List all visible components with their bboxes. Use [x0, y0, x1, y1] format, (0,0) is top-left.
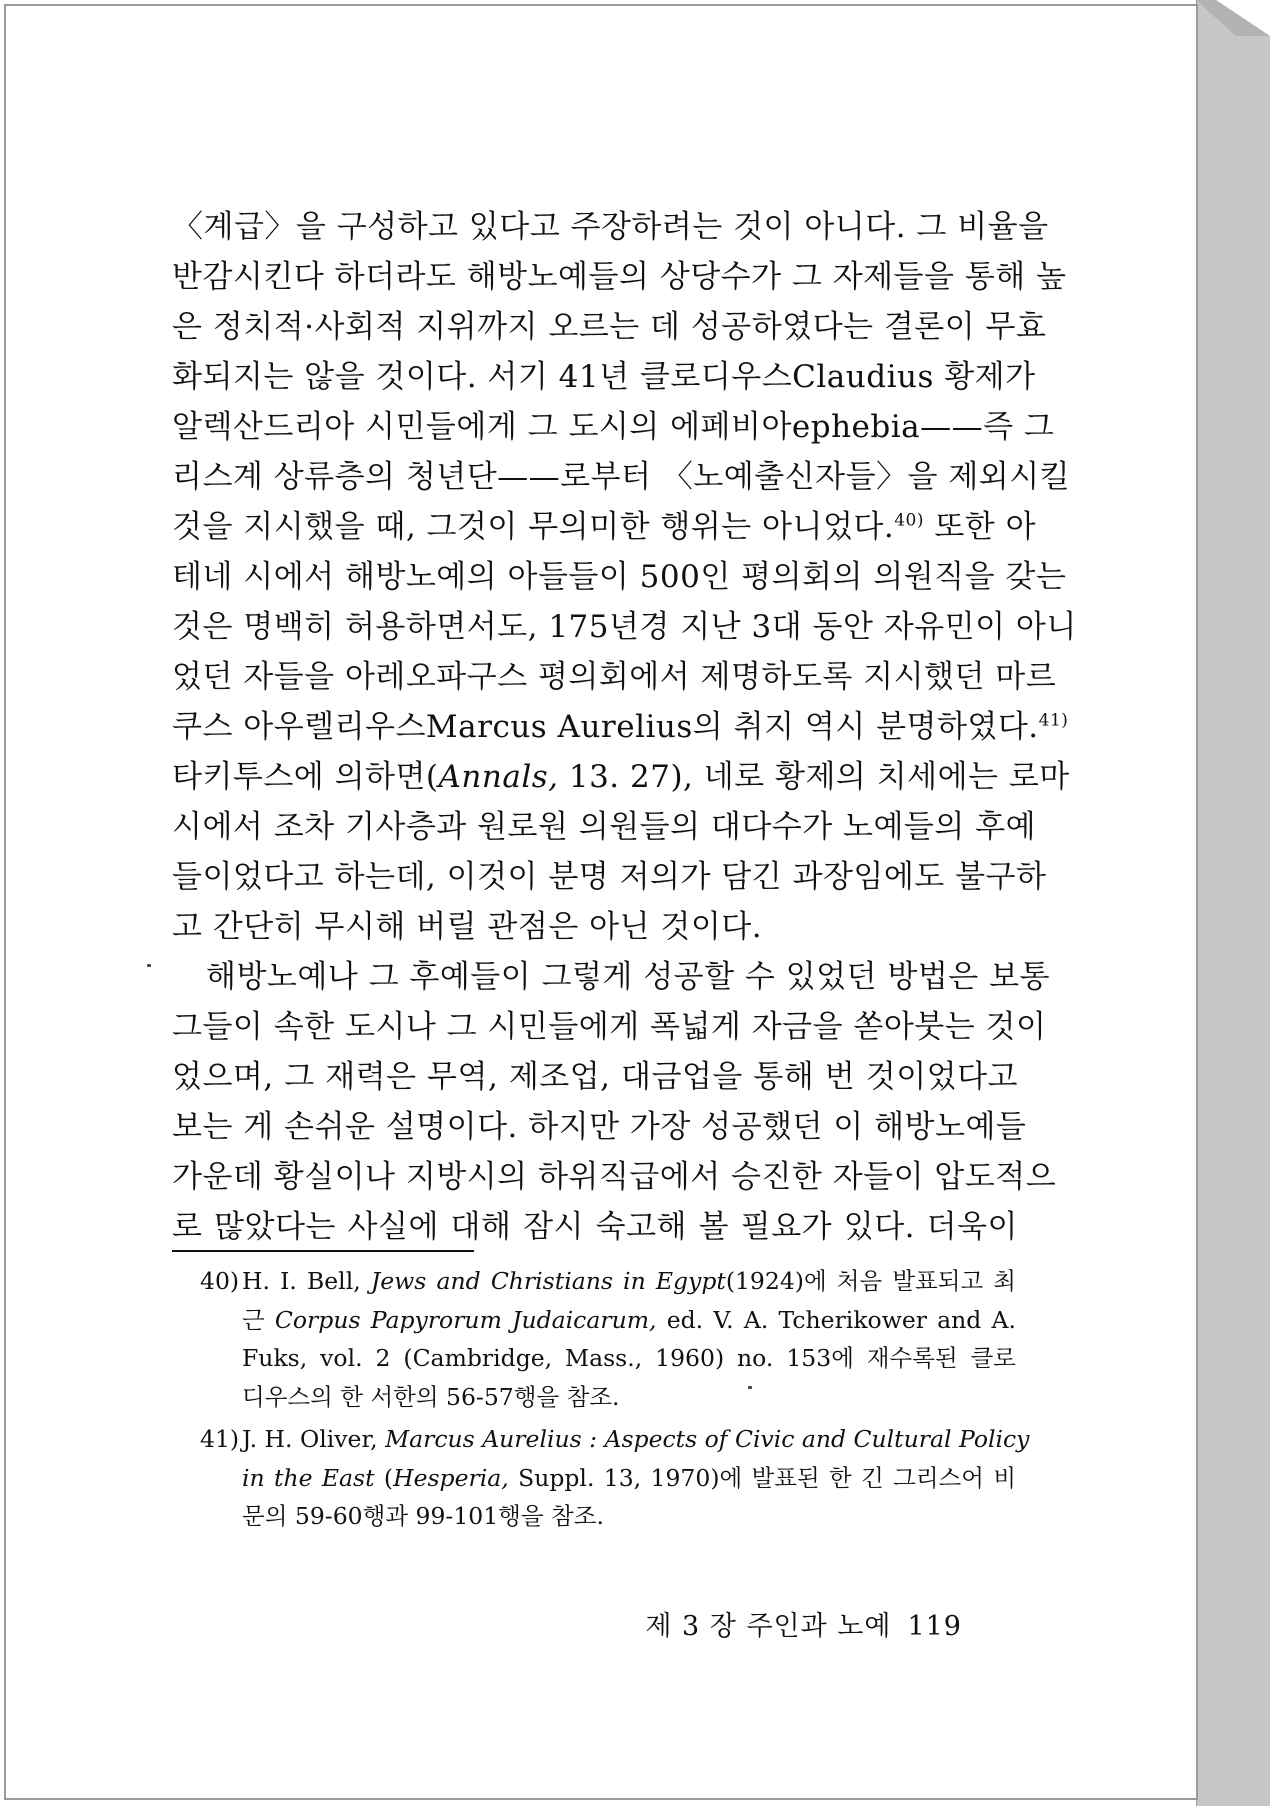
book-edge-shadow [1196, 0, 1270, 1806]
paragraph-start: 해방노예나 그 후예들이 그렇게 성공할 수 있었던 방법은 보통 [206, 959, 1050, 995]
text-line: 테네 시에서 해방노예의 아들들이 500인 평의회의 의원직을 갖는 [172, 559, 1067, 595]
page-footer [645, 1604, 962, 1643]
footnote-title: in the East [242, 1463, 375, 1492]
footnote-text: Suppl. 13, 1970)에 발표된 한 긴 그리스어 비 [508, 1463, 1017, 1492]
text-line: 반감시킨다 하더라도 해방노예들의 상당수가 그 자제들을 통해 높 [172, 259, 1067, 295]
footnote-author: H. I. Bell, [242, 1267, 361, 1295]
footnote-line [200, 1459, 1016, 1498]
footnote-text: 근 [242, 1305, 275, 1334]
footnotes [200, 1262, 1030, 1536]
footnote-line: 디우스의 한 서한의 56-57행을 참조. [242, 1382, 620, 1411]
footnote-ref-40: 40) [894, 510, 924, 531]
footnote-title: Corpus Papyrorum Judaicarum, [274, 1305, 657, 1334]
text-line: 시에서 조차 기사층과 원로원 의원들의 대다수가 노예들의 후예 [172, 809, 1037, 845]
footnote-title: Jews and Christians in Egypt [370, 1267, 726, 1295]
footnote-author: J. H. Oliver, [242, 1425, 378, 1453]
footnote-number: 41) [200, 1425, 240, 1453]
footnote-text: ( [374, 1463, 394, 1492]
text-line [172, 502, 1037, 552]
footnote-line: Fuks, vol. 2 (Cambridge, Mass., 1960) no. 153에 재수록된 클로 [242, 1344, 1016, 1372]
line-text: 타키투스에 의하면( [172, 759, 439, 795]
line-text: 또한 아 [923, 509, 1037, 545]
footnote-number: 40) [200, 1267, 240, 1295]
footnote-line: 문의 59-60행과 99-101행을 참조. [242, 1502, 604, 1530]
text-line: 로 많았다는 사실에 대해 잠시 숙고해 볼 필요가 있다. 더욱이 [172, 1209, 1018, 1245]
footnote-divider [172, 1250, 474, 1252]
scan-speck [147, 964, 151, 967]
text-line: 화되지는 않을 것이다. 서기 41년 클로디우스Claudius 황제가 [172, 359, 1036, 395]
text-line [172, 702, 1069, 752]
footnote-ref-41: 41) [1038, 710, 1069, 731]
text-line: 〈계급〉을 구성하고 있다고 주장하려는 것이 아니다. 그 비율을 [172, 209, 1049, 245]
book-page [4, 4, 1198, 1800]
main-text [172, 202, 1077, 1252]
text-line [172, 752, 1070, 802]
citation-title: Annals, [438, 759, 559, 795]
footnote-40 [200, 1262, 1016, 1301]
footnote-text: (1924)에 처음 발표되고 최 [725, 1267, 1016, 1295]
page-number: 119 [907, 1611, 962, 1642]
text-line: 은 정치적·사회적 지위까지 오르는 데 성공하였다는 결론이 무효 [172, 309, 1047, 345]
text-line: 가운데 황실이나 지방시의 하위직급에서 승진한 자들이 압도적으 [172, 1159, 1057, 1195]
text-line: 것은 명백히 허용하면서도, 175년경 지난 3대 동안 자유민이 아니 [172, 609, 1077, 645]
line-text: 것을 지시했을 때, 그것이 무의미한 행위는 아니었다. [172, 509, 895, 545]
line-text: 쿠스 아우렐리우스Marcus Aurelius의 취지 역시 분명하였다. [172, 709, 1039, 745]
text-line: 알렉산드리아 시민들에게 그 도시의 에페비아ephebia——즉 그 [172, 409, 1055, 445]
footnote-title: Marcus Aurelius : Aspects of Civic and Cultural Policy [385, 1425, 1030, 1453]
running-footer-chapter: 제 3 장 주인과 노예 [645, 1611, 892, 1642]
text-line: 들이었다고 하는데, 이것이 분명 저의가 담긴 과장임에도 불구하 [172, 859, 1047, 895]
line-text: 13. 27), 네로 황제의 치세에는 로마 [558, 759, 1070, 795]
text-line: 었으며, 그 재력은 무역, 제조업, 대금업을 통해 번 것이었다고 [172, 1059, 1018, 1095]
footnote-journal: Hesperia, [393, 1463, 509, 1492]
text-line: 그들이 속한 도시나 그 시민들에게 폭넓게 자금을 쏟아붓는 것이 [172, 1009, 1047, 1045]
text-line: 리스계 상류층의 청년단——로부터 〈노예출신자들〉을 제외시킬 [172, 459, 1071, 495]
footnote-41 [200, 1420, 1030, 1459]
text-line: 었던 자들을 아레오파구스 평의회에서 제명하도록 지시했던 마르 [172, 659, 1057, 695]
footnote-line [200, 1301, 1016, 1340]
text-line: 고 간단히 무시해 버릴 관점은 아닌 것이다. [172, 909, 763, 945]
text-line: 보는 게 손쉬운 설명이다. 하지만 가장 성공했던 이 해방노예들 [172, 1109, 1027, 1145]
footnote-text: ed. V. A. Tcherikower and A. [656, 1305, 1017, 1334]
scan-speck [748, 1386, 752, 1389]
